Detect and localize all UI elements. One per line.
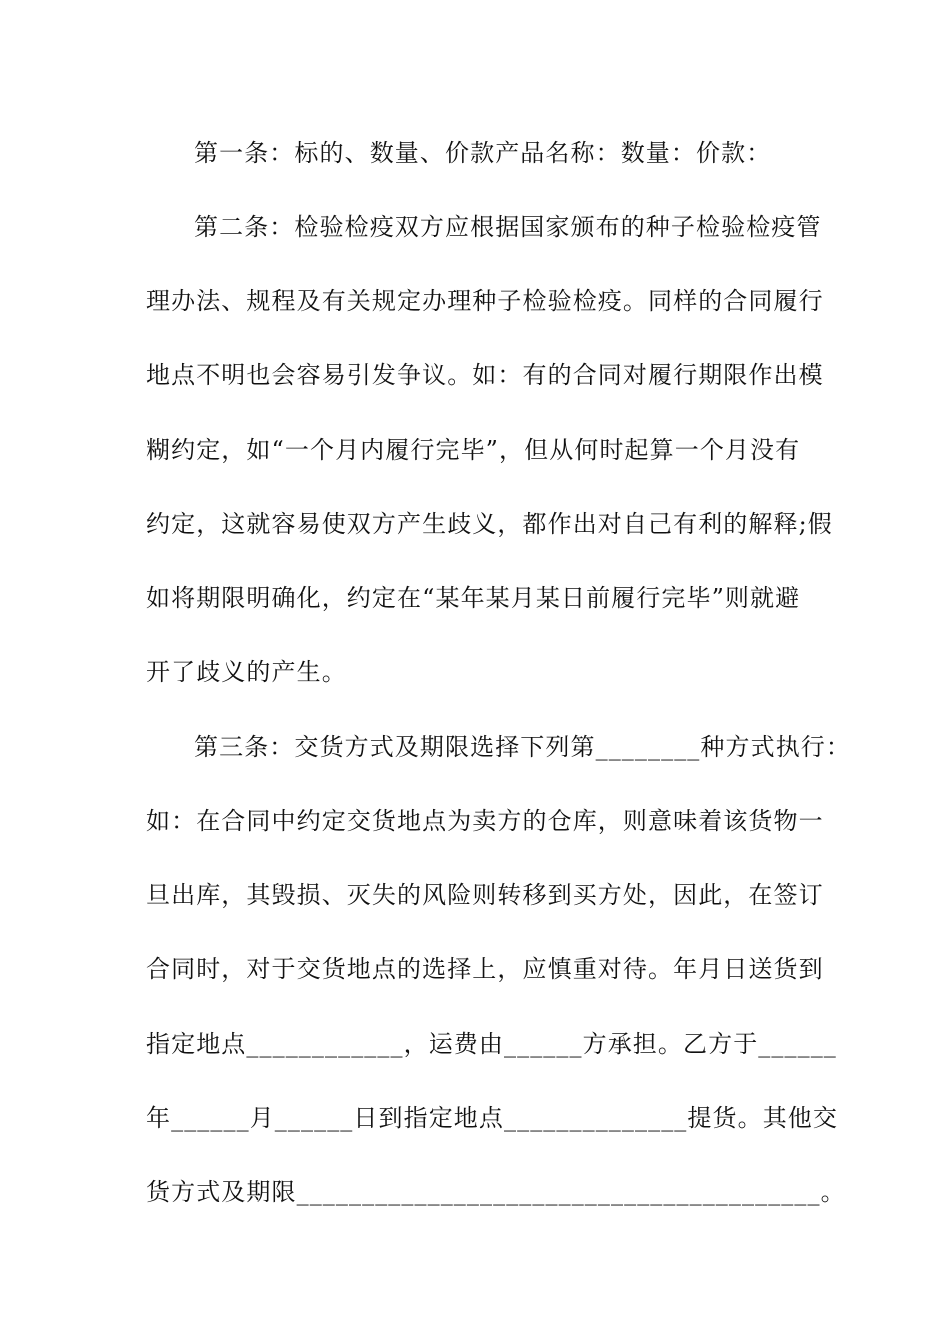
article-3-line-2: 如：在合同中约定交货地点为卖方的仓库，则意味着该货物一 [146,807,824,835]
article-3-line-5: 指定地点____________，运费由______方承担。乙方于______ [146,1030,837,1058]
article-2-line-3: 地点不明也会容易引发争议。如：有的合同对履行期限作出模 [146,361,824,389]
article-2-line-7: 开了歧义的产生。 [146,658,347,686]
article-3-line-1: 第三条：交货方式及期限选择下列第________种方式执行： [194,733,851,761]
article-2-line-2: 理办法、规程及有关规定办理种子检验检疫。同样的合同履行 [146,287,824,315]
article-3-line-7: 货方式及期限________________________________________。 [146,1178,846,1206]
article-2-line-5: 约定，这就容易使双方产生歧义，都作出对自己有利的解释;假 [146,510,833,538]
article-2-line-1: 第二条：检验检疫双方应根据国家颁布的种子检验检疫管 [194,213,822,241]
article-2-line-4: 糊约定，如“一个月内履行完毕”，但从何时起算一个月没有 [146,436,801,464]
article-2-line-6: 如将期限明确化，约定在“某年某月某日前履行完毕”则就避 [146,584,801,612]
article-3-line-3: 旦出库，其毁损、灭失的风险则转移到买方处，因此，在签订 [146,881,824,909]
article-3-line-6: 年______月______日到指定地点______________提货。其他交 [146,1104,838,1132]
article-3-line-4: 合同时，对于交货地点的选择上，应慎重对待。年月日送货到 [146,955,824,983]
article-1-line-1: 第一条：标的、数量、价款产品名称：数量：价款： [194,139,772,167]
